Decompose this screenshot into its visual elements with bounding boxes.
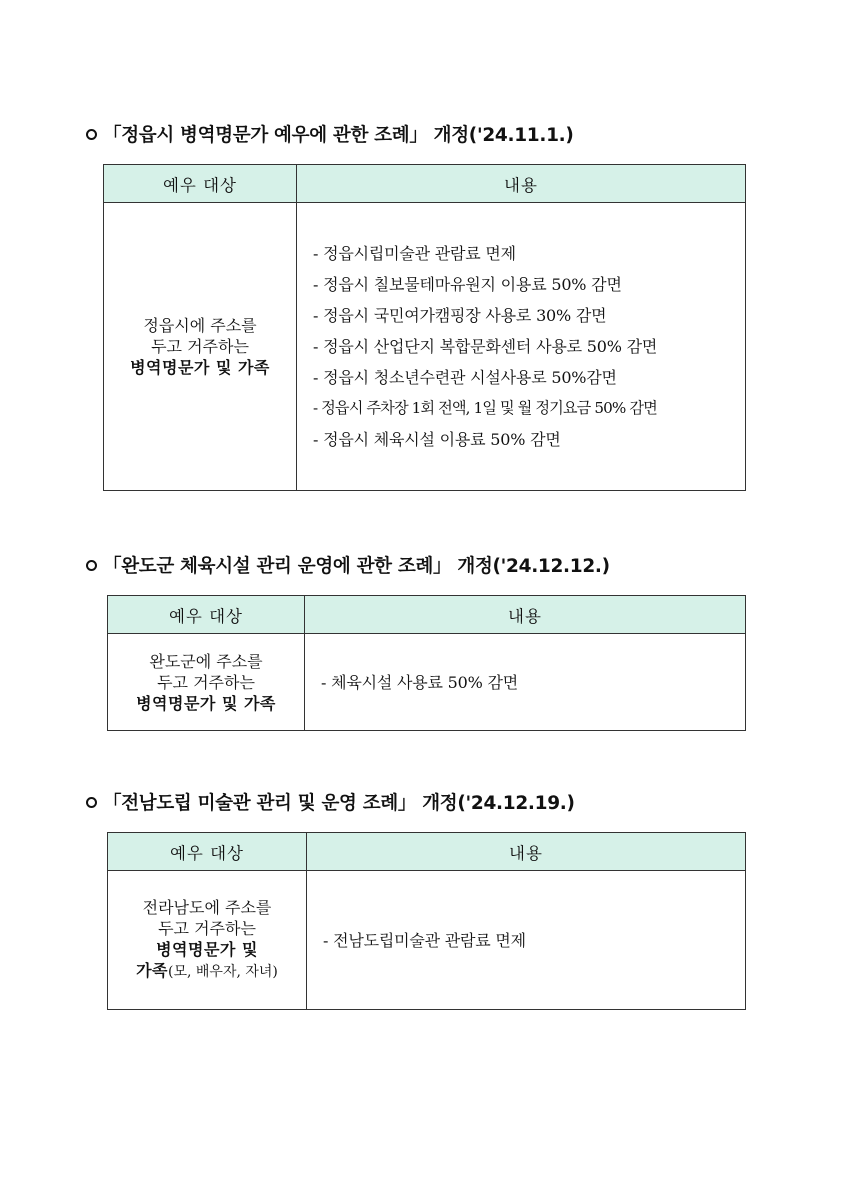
benefits-table <box>107 832 746 1010</box>
section-title: 「완도군 체육시설 관리 운영에 관한 조례」 개정('24.12.12.) <box>86 552 610 578</box>
circle-bullet-icon <box>86 560 97 571</box>
header-content: 내용 <box>297 165 746 203</box>
target-cell: 정읍시에 주소를 두고 거주하는 병역명문가 및 가족 <box>104 203 297 491</box>
content-cell <box>307 871 746 1010</box>
list-item: - 정읍시 체육시설 이용료 50% 감면 <box>313 430 561 449</box>
list-item: - 정읍시 주차장 1회 전액, 1일 및 월 정기요금 50% 감면 <box>313 399 657 417</box>
target-cell: 전라남도에 주소를 두고 거주하는 병역명문가 및 가족(모, 배우자, 자녀) <box>108 871 307 1010</box>
benefit-list <box>313 238 745 455</box>
list-item: - 전남도립미술관 관람료 면제 <box>323 930 526 950</box>
list-item: - 정읍시 국민여가캠핑장 사용로 30% 감면 <box>313 306 607 325</box>
list-item: - 정읍시 청소년수련관 시설사용로 50%감면 <box>313 368 617 387</box>
list-item: - 정읍시 칠보물테마유원지 이용료 50% 감면 <box>313 275 622 294</box>
section-title: 「정읍시 병역명문가 예우에 관한 조례」 개정('24.11.1.) <box>86 121 574 147</box>
header-target: 예우 대상 <box>108 833 307 871</box>
benefit-list <box>321 667 745 698</box>
circle-bullet-icon <box>86 129 97 140</box>
list-item: - 정읍시 산업단지 복합문화센터 사용로 50% 감면 <box>313 337 658 356</box>
target-cell: 완도군에 주소를 두고 거주하는 병역명문가 및 가족 <box>108 634 305 731</box>
list-item: - 체육시설 사용료 50% 감면 <box>321 672 519 692</box>
benefits-table <box>103 164 746 491</box>
circle-bullet-icon <box>86 797 97 808</box>
header-content: 내용 <box>307 833 746 871</box>
benefits-table <box>107 595 746 731</box>
content-cell <box>305 634 746 731</box>
header-target: 예우 대상 <box>108 596 305 634</box>
section-title: 「전남도립 미술관 관리 및 운영 조례」 개정('24.12.19.) <box>86 789 575 815</box>
content-cell <box>297 203 746 491</box>
benefit-list <box>323 925 745 956</box>
header-target: 예우 대상 <box>104 165 297 203</box>
header-content: 내용 <box>305 596 746 634</box>
list-item: - 정읍시립미술관 관람료 면제 <box>313 244 516 263</box>
